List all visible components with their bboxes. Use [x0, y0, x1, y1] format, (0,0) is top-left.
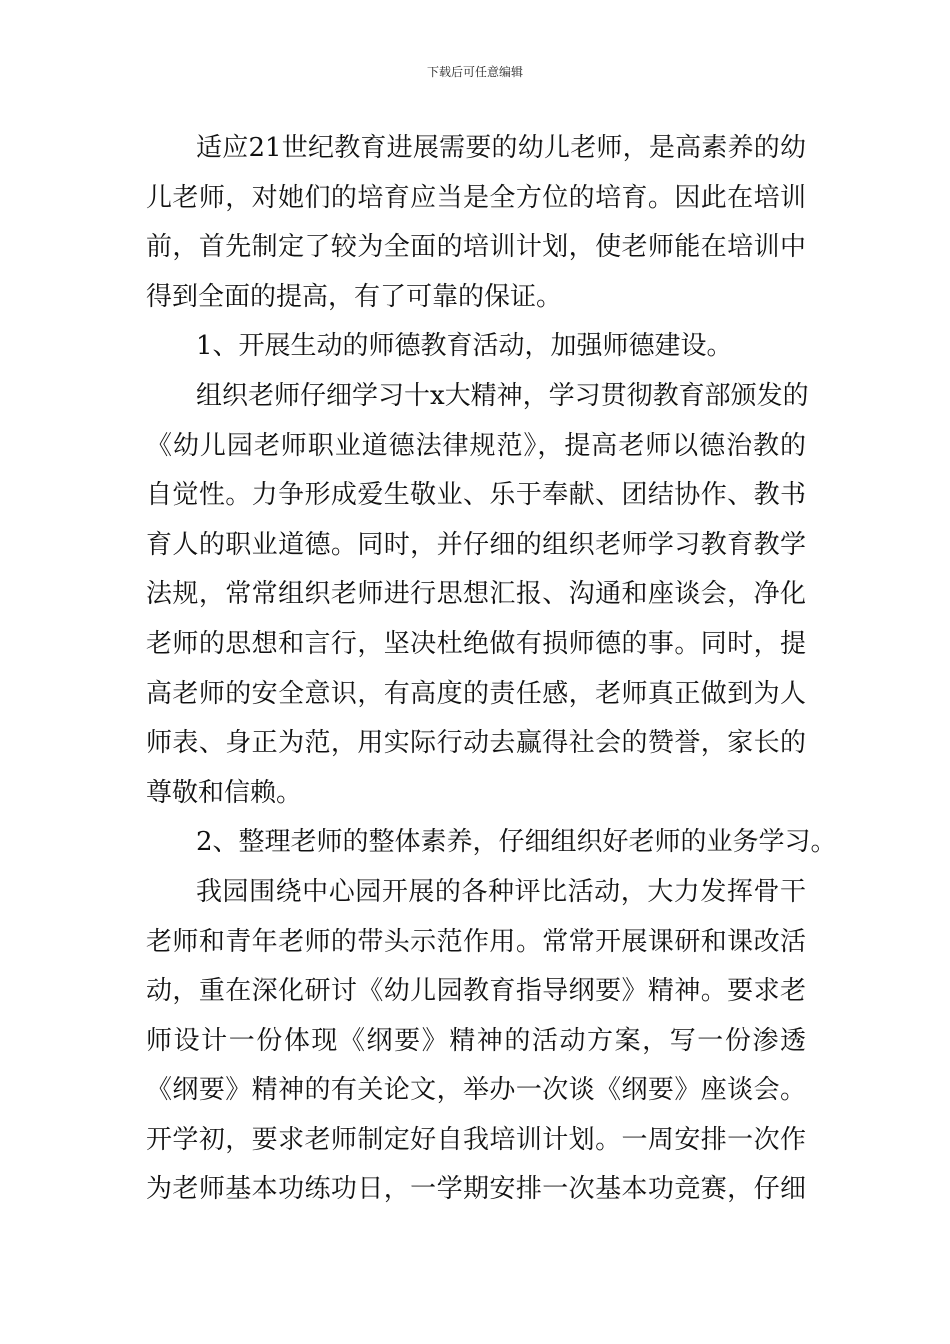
- text-line: 老师和青年老师的带头示范作用。常常开展课研和课改活: [146, 926, 806, 957]
- section-heading: 1、开展生动的师德教育活动，加强师德建设。: [196, 331, 733, 362]
- text-line: 我园围绕中心园开展的各种评比活动，大力发挥骨干: [196, 876, 806, 907]
- text-line: 《纲要》精神的有关论文，举办一次谈《纲要》座谈会。: [146, 1075, 806, 1106]
- text-line: 师表、身正为范，用实际行动去赢得社会的赞誉，家长的: [146, 728, 806, 759]
- text-line: 组织老师仔细学习十x大精神，学习贯彻教育部颁发的: [196, 380, 809, 411]
- text-line: 得到全面的提高，有了可靠的保证。: [146, 281, 563, 312]
- document-body: [146, 124, 837, 1215]
- text-line: 开学初，要求老师制定好自我培训计划。一周安排一次作: [146, 1124, 806, 1155]
- text-line: 儿老师，对她们的培育应当是全方位的培育。因此在培训: [146, 182, 806, 213]
- section-heading: 2、整理老师的整体素养，仔细组织好老师的业务学习。: [196, 827, 837, 858]
- text-line: 师设计一份体现《纲要》精神的活动方案，写一份渗透: [146, 1025, 806, 1056]
- text-line: 前，首先制定了较为全面的培训计划，使老师能在培训中: [146, 232, 806, 263]
- text-line: 自觉性。力争形成爱生敬业、乐于奉献、团结协作、教书: [146, 480, 806, 511]
- text-line: 育人的职业道德。同时，并仔细的组织老师学习教育教学: [146, 529, 806, 560]
- page-header: 下载后可任意编辑: [426, 65, 523, 79]
- text-line: 动，重在深化研讨《幼儿园教育指导纲要》精神。要求老: [146, 976, 806, 1007]
- text-line: 《幼儿园老师职业道德法律规范》，提高老师以德治教的: [146, 430, 806, 461]
- text-line: 为老师基本功练功日，一学期安排一次基本功竞赛，仔细: [146, 1174, 806, 1205]
- text-line: 老师的思想和言行，坚决杜绝做有损师德的事。同时，提: [146, 628, 806, 659]
- text-line: 高老师的安全意识，有高度的责任感，老师真正做到为人: [146, 678, 806, 709]
- text-line: 尊敬和信赖。: [146, 777, 303, 808]
- text-line: 适应21世纪教育进展需要的幼儿老师，是高素养的幼: [196, 133, 806, 163]
- text-line: 法规，常常组织老师进行思想汇报、沟通和座谈会，净化: [146, 579, 806, 610]
